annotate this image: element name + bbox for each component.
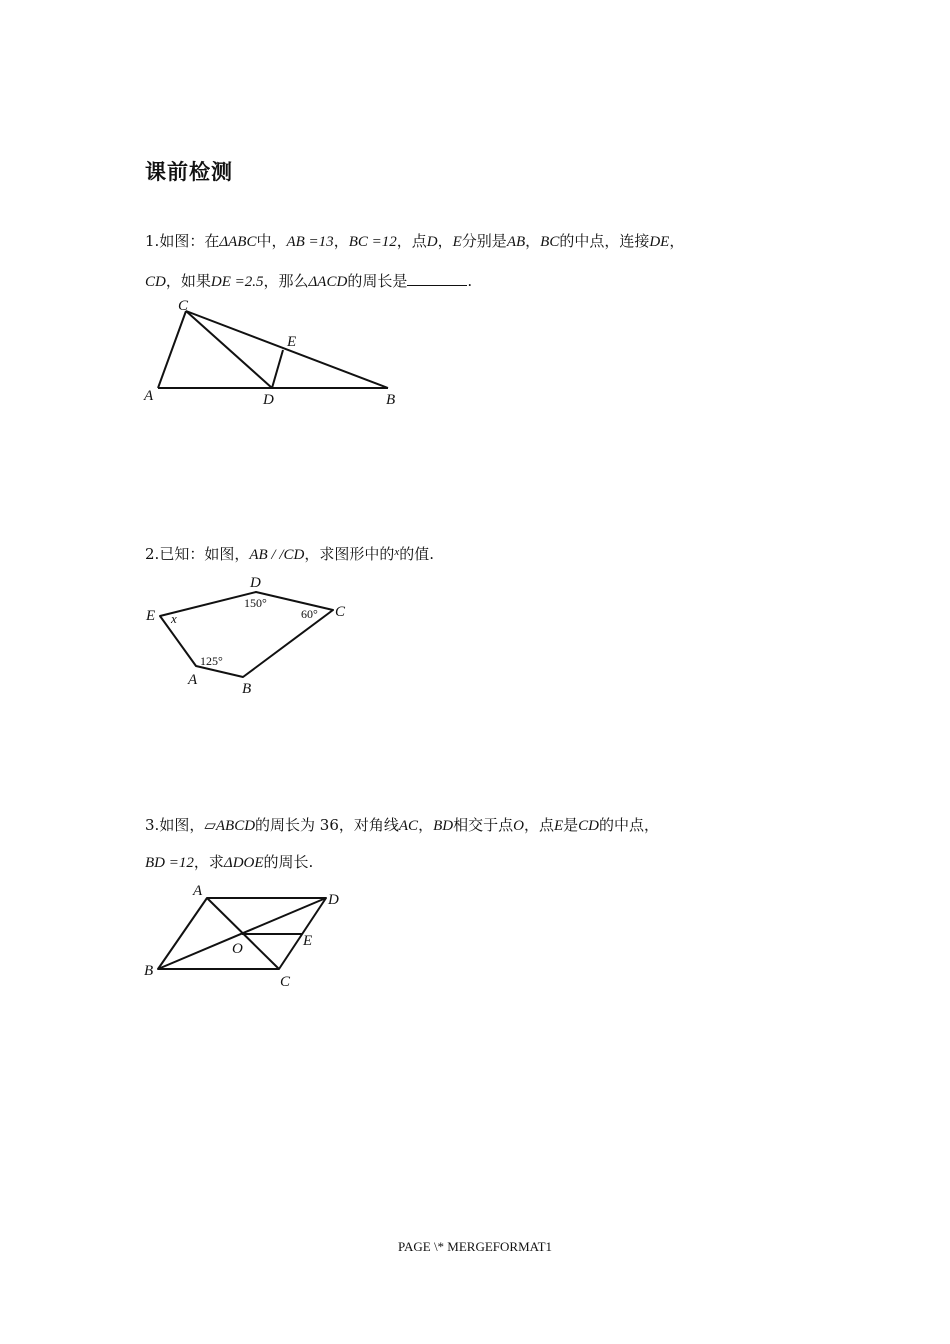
q1-line-1 xyxy=(145,231,684,252)
q3-text: ，点 xyxy=(523,816,554,834)
q1-triangle-abc: ΔABC xyxy=(219,234,257,250)
label-o: O xyxy=(232,941,243,957)
label-d: D xyxy=(263,392,274,408)
q1-segment-ab: AB xyxy=(506,234,526,250)
q3-text: 的周长为 36，对角线 xyxy=(255,816,399,834)
q1-text: ， xyxy=(437,232,453,250)
q2-variable-x: x xyxy=(394,546,400,558)
q3-parallelogram-figure xyxy=(138,878,358,993)
angle-a-label: 125° xyxy=(200,654,223,668)
q3-text: 如图， xyxy=(159,816,205,834)
q1-line-2 xyxy=(145,271,472,292)
q1-text: ， xyxy=(333,232,349,250)
q3-point-e: E xyxy=(553,818,564,834)
label-c: C xyxy=(280,974,291,990)
q1-text: ，那么 xyxy=(263,272,309,290)
q3-triangle-doe: ΔDOE xyxy=(223,855,264,871)
label-d: D xyxy=(328,892,339,908)
q1-number: 1. xyxy=(145,232,160,250)
q1-text: ， xyxy=(525,232,541,250)
q3-text: 的中点， xyxy=(598,816,659,834)
q3-text: ，求 xyxy=(193,853,224,871)
label-e: E xyxy=(303,933,313,949)
q1-point-d: D xyxy=(426,234,438,250)
label-d: D xyxy=(250,575,261,591)
q2-text: 的值. xyxy=(399,545,435,563)
q1-bc-value: BC =12 xyxy=(348,234,397,250)
q1-de-value: DE =2.5 xyxy=(210,274,264,290)
q3-text: 的周长. xyxy=(263,853,314,871)
q2-line-1 xyxy=(145,542,434,565)
q2-number: 2. xyxy=(145,545,160,563)
q3-parallelogram: ▱ABCD xyxy=(204,818,256,834)
q1-text: ，点 xyxy=(396,232,427,250)
q1-text: . xyxy=(467,272,473,290)
q3-point-o: O xyxy=(513,818,524,834)
label-c: C xyxy=(178,298,189,314)
label-a: A xyxy=(144,388,154,404)
label-c: C xyxy=(335,604,346,620)
q1-segment-bc: BC xyxy=(540,234,560,250)
q3-segment-cd: CD xyxy=(578,818,599,834)
q2-pentagon-figure xyxy=(138,570,368,700)
q1-text: 中， xyxy=(256,232,287,250)
q2-parallel: AB / /CD xyxy=(249,547,305,563)
q1-triangle-figure xyxy=(138,294,408,410)
q1-text: 分别是 xyxy=(461,232,507,250)
q1-segment-cd: CD xyxy=(145,274,166,290)
q3-line-2 xyxy=(145,852,313,873)
q1-segment-de: DE xyxy=(649,234,670,250)
label-b: B xyxy=(144,963,154,979)
q3-line-1 xyxy=(145,815,659,836)
answer-blank xyxy=(407,271,467,286)
q3-text: 相交于点 xyxy=(453,816,514,834)
q1-ab-value: AB =13 xyxy=(286,234,334,250)
label-b: B xyxy=(386,392,396,408)
q1-text: 的中点，连接 xyxy=(559,232,650,250)
q3-bd-value: BD =12 xyxy=(145,855,194,871)
q3-number: 3. xyxy=(145,816,160,834)
label-x: x xyxy=(171,611,177,626)
q1-point-e: E xyxy=(452,234,462,250)
page-footer: PAGE \* MERGEFORMAT1 xyxy=(397,1239,553,1254)
label-a: A xyxy=(188,672,198,688)
angle-d-label: 150° xyxy=(244,596,267,610)
q1-text: ， xyxy=(669,232,685,250)
q1-text: 的周长是 xyxy=(347,272,408,290)
q3-diagonal-bd: BD xyxy=(433,818,454,834)
q3-diagonal-ac: AC xyxy=(398,818,419,834)
q2-text: 已知：如图， xyxy=(159,545,250,563)
q2-text: ，求图形中的 xyxy=(304,545,395,563)
q3-text: ， xyxy=(418,816,434,834)
q1-text: ，如果 xyxy=(165,272,211,290)
label-b: B xyxy=(242,681,252,697)
q1-triangle-acd: ΔACD xyxy=(308,274,348,290)
label-a: A xyxy=(193,883,203,899)
angle-c-label: 60° xyxy=(301,607,318,621)
q1-text: 如图：在 xyxy=(159,232,220,250)
section-heading: 课前检测 xyxy=(145,160,233,184)
q3-text: 是 xyxy=(563,816,579,834)
label-e: E xyxy=(287,334,297,350)
label-e: E xyxy=(146,608,156,624)
